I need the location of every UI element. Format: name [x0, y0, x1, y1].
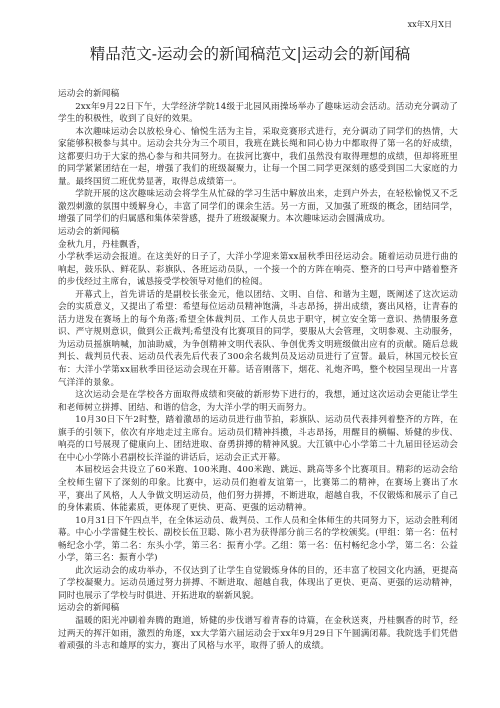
- body-paragraph: 此次运动会的成功举办，不仅达到了让学生自觉锻炼身体的目的，还丰富了校园文化内涵，更提高了学校凝聚力。运动员通过努力拼搏、不断进取、超越自我，体现出了更快、更高、更强的运动精神，同时也展示了学校与时俱进、开拓进取的崭新风貌。: [58, 565, 458, 601]
- section-heading: 运动会的新闻稿: [58, 603, 120, 614]
- section-heading: 运动会的新闻稿: [58, 89, 120, 99]
- body-paragraph: 本次趣味运动会以放松身心、愉悦生活为主旨，采取竞赛形式进行，充分调动了同学们的热情，大家能够积极参与其中。运动会共分为三个项目，我班在跳长绳和同心协力中都取得了第一名的好成绩，这都要归功于大家的热心参与和共同努力。在拔河比赛中，我们虽然没有取得理想的成绩，但却将班里的同学紧紧团结在一起，增强了我们的班级凝聚力，让每一个国二同学更深刻的感受到国二大家庭的力量。最终国贸二班优势显著，取得总成绩第一。: [58, 126, 458, 187]
- section-heading: 金秋九月，丹桂飘香，: [58, 239, 146, 250]
- document-body: [58, 88, 458, 653]
- body-paragraph: 这次运动会是在学校各方面取得成绩和突破的新形势下进行的，我想，通过这次运动会更能让学生和老师树立拼搏、团结、和谐的信念，为大洋小学的明天而努力。: [58, 390, 458, 413]
- body-paragraph: 温暖的阳光冲刷着奔腾的跑道，矫健的步伐谱写着青春的诗篇，在金秋送爽，丹桂飘香的时节，经过两天的挥汗如雨，激烈的角逐，xx大学第六届运动会于xx年9月29日下午圆满闭幕。我院选手们凭借着顽强的斗志和雄厚的实力，赛出了风格与水平，取得了骄人的成绩。: [58, 615, 458, 652]
- body-paragraph: 10月31日下午四点半，在全体运动员、裁判员、工作人员和全体师生的共同努力下，运动会胜利闭幕。中心小学雷健生校长、副校长伍卫聪、陈小君为获得部分前三名的学校颁奖。(甲组：第一名：伍村畅纪念小学，第二名：东头小学，第三名：振育小学。乙组：第一名：伍村畅纪念小学，第二名：公益小学，第三名：振育小学): [58, 515, 458, 564]
- body-paragraph: 10月30日下午2时整，踏着激昂的运动员进行曲节拍，彩旗队、运动员代表排列着整齐的方阵，在旗手的引领下，依次有序地走过主席台。运动员们精神抖擞，斗志昂扬，用醒目的横幅、矫健的步伐、响亮的口号展现了健康向上、团结进取、奋勇拼搏的精神风貌。大江镇中心小学第二十九届田径运动会在中心小学陈小君副校长洋溢的讲话后，运动会正式开幕。: [58, 415, 458, 463]
- document-title: 精品范文-运动会的新闻稿范文|运动会的新闻稿: [89, 45, 411, 63]
- body-paragraph: 本届校运会共设立了60米跑、100米跑、400米跑、跳远、跳高等多个比赛项目。精彩的运动会给全校师生留下了深刻的印象。比赛中，运动员们抱着友谊第一，比赛第二的精神，在赛场上赛出了水平，赛出了风格，人人争做文明运动员，他们努力拼搏，不断进取，超越自我，不仅锻炼和展示了自己的身体素质、体能素质，更体现了更快、更高、更强的运动精神。: [58, 465, 458, 514]
- section-heading: 小学秋季运动会报道。在这美好的日子了，大洋小学迎来第xx届秋季田径运动会。随着运动员进行曲的响起，鼓乐队、鲜花队、彩旗队、各班运动员队，一个接一个的方阵在响亮、整齐的口号声中踏着整齐的步伐经过主席台，诚恳接受学校领导对他们的检阅。: [58, 252, 458, 288]
- body-paragraph: 学院开展的这次趣味运动会将学生从忙碌的学习生活中解放出来，走到户外去，在轻松愉悦又不乏激烈刺激的氛围中缓解身心，丰富了同学们的课余生活。另一方面，又加强了班级的概念，团结同学，增强了同学们的归属感和集体荣誉感，提升了班级凝聚力。本次趣味运动会圆满成功。: [58, 189, 458, 225]
- body-paragraph: 2xx年9月22日下午，大学经济学院14级于北园风雨操场举办了趣味运动会活动。活动充分调动了学生的积极性，收到了良好的效果。: [58, 101, 458, 125]
- body-paragraph: 开幕式上，首先讲话的是副校长张金元，他以团结、文明、自信、和谐为主题，既阐述了这次运动会的实质意义，又提出了希望：希望每位运动员精神饱满，斗志昂扬，拼出成绩，赛出风格，让青春的活力迸发在赛场上的每个角落;希望全体裁判员、工作人员忠于职守，树立安全第一意识、热情服务意识、严守规则意识，做到公正裁判;希望没有比赛项目的同学，要服从大会管理，文明参观、主动服务，为运动员摇旗呐喊，加油助威，为争创精神文明代表队、争创优秀文明班级做出应有的贡献。随后总裁判长、裁判员代表、运动员代表先后代表了300余名裁判员及运动员进行了宣誓。最后，林国元校长宣布：大洋小学第xx届秋季田径运动会现在开幕。话音刚落下，烟花、礼炮齐鸣，整个校园呈现出一片喜气洋洋的景象。: [58, 289, 458, 388]
- section-heading: 运动会的新闻稿: [58, 227, 120, 238]
- header-date: xx年X月X日: [407, 20, 452, 29]
